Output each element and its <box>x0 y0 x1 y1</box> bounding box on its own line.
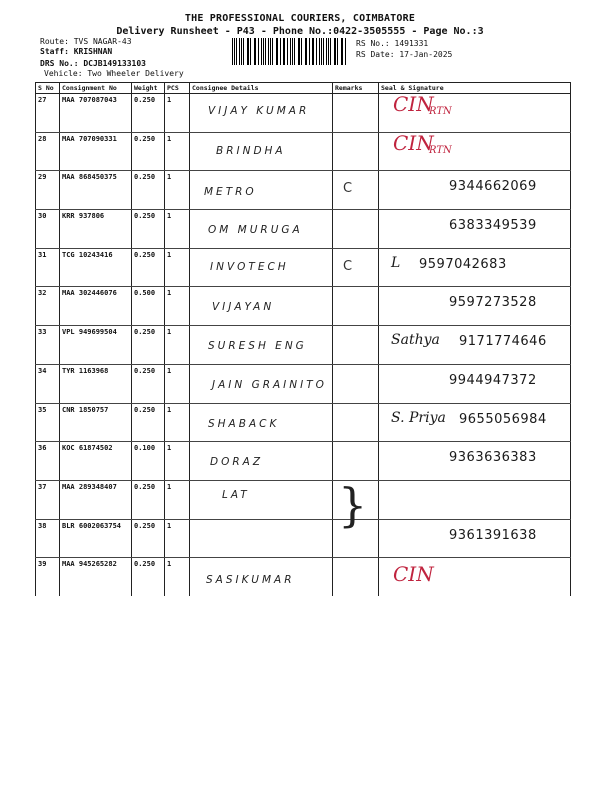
cell-remarks <box>333 132 379 171</box>
company-title: THE PROFESSIONAL COURIERS, COIMBATORE <box>184 13 416 24</box>
cell-consignment <box>60 94 132 133</box>
phone-number: 9363636383 <box>449 450 537 466</box>
cell-sno-text: 39 <box>38 560 47 569</box>
cell-pcs <box>165 480 190 519</box>
cell-sno <box>36 403 60 442</box>
cell-remarks <box>333 248 379 287</box>
cell-consignment-text: MAA 945265282 <box>62 560 117 569</box>
cell-weight-text: 0.250 <box>134 521 156 530</box>
cell-weight-text: 0.250 <box>134 96 156 104</box>
barcode-bar <box>250 38 251 65</box>
barcode-bar <box>254 38 255 65</box>
phone-number: 9655056984 <box>459 411 547 427</box>
table-row <box>36 94 571 133</box>
cell-sno-text: 28 <box>38 134 47 143</box>
cell-pcs <box>165 403 190 442</box>
barcode-bar <box>323 38 324 65</box>
consignee-handwriting: INVOTECH <box>210 260 289 273</box>
cell-consignment <box>60 442 132 481</box>
table-row <box>36 364 571 403</box>
cell-consignee <box>190 210 333 249</box>
cell-pcs-text: 1 <box>167 405 172 414</box>
cell-remarks <box>333 287 379 326</box>
cell-consignee <box>190 132 333 171</box>
cell-sno <box>36 519 60 558</box>
cell-pcs-text: 1 <box>167 289 172 298</box>
cell-sno-text: 34 <box>38 366 47 375</box>
cin-stamp: CIN <box>393 92 434 116</box>
cell-sno <box>36 210 60 249</box>
cell-signature <box>379 94 571 133</box>
cell-consignment-text: KRR 937806 <box>62 212 105 221</box>
barcode-bar <box>305 38 306 65</box>
col-sno: S No <box>36 83 60 94</box>
cell-sno <box>36 94 60 133</box>
cell-consignee <box>190 326 333 365</box>
remark-mark: C <box>343 258 353 274</box>
cell-weight <box>132 558 165 596</box>
cell-sno-text: 33 <box>38 328 47 337</box>
barcode-bar <box>239 38 240 65</box>
cell-remarks <box>333 403 379 442</box>
barcode-bar <box>301 38 302 65</box>
cell-pcs-text: 1 <box>167 482 172 491</box>
consignee-handwriting: LAT <box>222 488 250 501</box>
cell-sno <box>36 558 60 596</box>
phone-number: 9171774646 <box>459 334 547 350</box>
cell-consignment-text: MAA 302446076 <box>62 289 117 298</box>
consignee-handwriting: JAIN GRAINITO <box>212 378 327 391</box>
rs-date: RS Date: 17-Jan-2025 <box>356 50 453 59</box>
cell-weight-text: 0.500 <box>134 289 156 298</box>
cell-consignment-text: TYR 1163968 <box>62 366 109 375</box>
phone-number: 6383349539 <box>449 218 537 234</box>
cell-consignment <box>60 210 132 249</box>
consignee-handwriting: BRINDHA <box>216 144 286 157</box>
cell-sno-text: 29 <box>38 173 47 182</box>
cell-weight-text: 0.250 <box>134 366 156 375</box>
cell-pcs <box>165 287 190 326</box>
cell-pcs <box>165 210 190 249</box>
consignee-handwriting: SASIKUMAR <box>206 574 295 587</box>
barcode-bar <box>290 38 291 65</box>
barcode-bar <box>337 38 338 65</box>
cell-pcs <box>165 519 190 558</box>
cell-consignee <box>190 480 333 519</box>
cell-weight <box>132 248 165 287</box>
runsheet-table <box>35 82 571 596</box>
cell-weight <box>132 326 165 365</box>
cell-sno <box>36 287 60 326</box>
col-remarks: Remarks <box>333 83 379 94</box>
barcode-bar <box>313 38 314 65</box>
cell-pcs <box>165 132 190 171</box>
cell-pcs-text: 1 <box>167 560 172 569</box>
cell-consignee <box>190 442 333 481</box>
consignee-handwriting: METRO <box>204 186 257 199</box>
table-row <box>36 171 571 210</box>
signature-text: S. Priya <box>391 409 446 426</box>
cell-consignment <box>60 326 132 365</box>
table-row <box>36 210 571 249</box>
table-row <box>36 519 571 558</box>
cell-signature <box>379 519 571 558</box>
rs-number: RS No.: 1491331 <box>356 39 429 48</box>
cell-weight-text: 0.250 <box>134 482 156 491</box>
cell-pcs <box>165 364 190 403</box>
col-weight: Weight <box>132 83 165 94</box>
cell-weight-text: 0.250 <box>134 405 156 414</box>
cell-remarks <box>333 94 379 133</box>
remark-mark: C <box>343 181 353 197</box>
cell-sno <box>36 248 60 287</box>
cell-consignment <box>60 171 132 210</box>
cell-remarks <box>333 442 379 481</box>
cell-signature <box>379 132 571 171</box>
phone-number: 9597273528 <box>449 295 537 311</box>
consignee-handwriting: SHABACK <box>208 417 280 430</box>
cell-signature <box>379 403 571 442</box>
cell-sno <box>36 364 60 403</box>
table-row <box>36 403 571 442</box>
barcode-bar <box>280 38 281 65</box>
cell-consignee <box>190 287 333 326</box>
rtn-stamp: RTN <box>429 144 452 156</box>
cell-weight-text: 0.100 <box>134 444 156 453</box>
cell-weight <box>132 287 165 326</box>
cell-sno-text: 38 <box>38 521 47 530</box>
cell-consignment <box>60 519 132 558</box>
cell-consignment-text: MAA 289348407 <box>62 482 117 491</box>
barcode-bar <box>232 38 233 65</box>
cell-sno <box>36 171 60 210</box>
cell-consignment-text: MAA 707090331 <box>62 134 117 143</box>
consignee-handwriting: VIJAY KUMAR <box>208 105 310 117</box>
col-consignment: Consignment No <box>60 83 132 94</box>
cell-pcs-text: 1 <box>167 134 172 143</box>
cell-sno-text: 31 <box>38 250 47 259</box>
cell-weight-text: 0.250 <box>134 212 156 221</box>
table-row <box>36 132 571 171</box>
cell-weight <box>132 171 165 210</box>
cell-weight <box>132 480 165 519</box>
cell-remarks <box>333 326 379 365</box>
barcode-bar <box>241 38 242 65</box>
phone-number: 9597042683 <box>419 256 507 272</box>
cell-signature <box>379 364 571 403</box>
cell-sno-text: 27 <box>38 96 47 104</box>
cell-weight-text: 0.250 <box>134 173 156 182</box>
signature-text: Sathya <box>391 332 440 349</box>
cell-pcs <box>165 94 190 133</box>
cell-remarks <box>333 558 379 596</box>
consignee-handwriting: SURESH ENG <box>208 340 307 353</box>
table-row <box>36 558 571 596</box>
barcode-bar <box>342 38 343 65</box>
cell-pcs-text: 1 <box>167 366 172 375</box>
cell-pcs <box>165 558 190 596</box>
cell-pcs <box>165 326 190 365</box>
consignee-handwriting: VIJAYAN <box>212 301 275 314</box>
cell-weight <box>132 132 165 171</box>
cell-weight-text: 0.250 <box>134 250 156 259</box>
cell-signature <box>379 210 571 249</box>
barcode-bar <box>277 38 278 65</box>
cell-consignment <box>60 248 132 287</box>
cell-weight <box>132 210 165 249</box>
cell-weight-text: 0.250 <box>134 328 156 337</box>
barcode-bar <box>330 38 331 65</box>
cell-consignment-text: TCG 10243416 <box>62 250 113 259</box>
cell-consignment-text: MAA 707087043 <box>62 96 117 104</box>
table-row <box>36 287 571 326</box>
cell-consignment <box>60 480 132 519</box>
cell-consignment-text: BLR 6002063754 <box>62 521 122 530</box>
col-consignee: Consignee Details <box>190 83 333 94</box>
barcode-bar <box>265 38 266 65</box>
table-row <box>36 480 571 519</box>
drs-number: DRS No.: DCJB149133103 <box>40 59 146 68</box>
cell-consignment <box>60 132 132 171</box>
cell-consignment <box>60 403 132 442</box>
cell-signature <box>379 326 571 365</box>
cin-stamp: CIN <box>393 562 434 587</box>
barcode-bar <box>294 38 295 65</box>
cell-consignee <box>190 248 333 287</box>
cell-consignee <box>190 94 333 133</box>
barcode-bar <box>272 38 273 65</box>
cell-consignee <box>190 558 333 596</box>
cell-weight <box>132 403 165 442</box>
cell-pcs <box>165 248 190 287</box>
col-signature: Seal & Signature <box>379 83 571 94</box>
consignee-handwriting: OM MURUGA <box>208 224 303 237</box>
table-row <box>36 248 571 287</box>
cell-consignment <box>60 558 132 596</box>
cell-sno <box>36 442 60 481</box>
cell-consignee <box>190 364 333 403</box>
col-pcs: PCS <box>165 83 190 94</box>
cell-sno-text: 32 <box>38 289 47 298</box>
cell-signature <box>379 442 571 481</box>
cell-signature <box>379 171 571 210</box>
barcode <box>232 38 348 65</box>
cell-signature <box>379 248 571 287</box>
cell-consignee <box>190 403 333 442</box>
signature-text: L <box>391 254 401 271</box>
cell-remarks <box>333 171 379 210</box>
cell-sno-text: 36 <box>38 444 47 453</box>
cell-sno-text: 35 <box>38 405 47 414</box>
cell-weight <box>132 442 165 481</box>
cell-consignment-text: CNR 1850757 <box>62 405 109 414</box>
cell-consignee <box>190 171 333 210</box>
rtn-stamp: RTN <box>429 106 452 117</box>
cell-consignment <box>60 287 132 326</box>
barcode-bar <box>258 38 259 65</box>
cell-pcs-text: 1 <box>167 444 172 453</box>
cell-weight <box>132 94 165 133</box>
cell-pcs-text: 1 <box>167 212 172 221</box>
cell-pcs-text: 1 <box>167 328 172 337</box>
cell-pcs-text: 1 <box>167 173 172 182</box>
cell-consignment-text: MAA 868450375 <box>62 173 117 182</box>
cell-pcs <box>165 171 190 210</box>
cell-consignee <box>190 519 333 558</box>
cell-sno <box>36 326 60 365</box>
cell-signature <box>379 558 571 596</box>
cell-remarks <box>333 364 379 403</box>
route-info: Route: TVS NAGAR-43 <box>40 37 132 46</box>
brace-mark: } <box>338 478 368 532</box>
staff-info: Staff: KRISHNAN <box>40 47 113 56</box>
cell-weight-text: 0.250 <box>134 560 156 569</box>
phone-number: 9944947372 <box>449 372 537 388</box>
cell-signature <box>379 287 571 326</box>
cin-stamp: CIN <box>393 130 434 155</box>
runsheet-subtitle: Delivery Runsheet - P43 - Phone No.:0422-3505555 - Page No.:3 <box>116 26 484 37</box>
cell-pcs-text: 1 <box>167 96 172 104</box>
phone-number: 9361391638 <box>449 527 537 543</box>
phone-number: 9344662069 <box>449 179 537 195</box>
cell-signature <box>379 480 571 519</box>
cell-consignment-text: KOC 61874502 <box>62 444 113 453</box>
cell-consignment <box>60 364 132 403</box>
cell-sno-text: 37 <box>38 482 47 491</box>
table-header-row <box>36 83 571 94</box>
consignee-handwriting: DORAZ <box>210 456 264 469</box>
cell-sno-text: 30 <box>38 212 47 221</box>
vehicle-info: Vehicle: Two Wheeler Delivery <box>44 69 184 78</box>
cell-weight <box>132 519 165 558</box>
cell-pcs-text: 1 <box>167 250 172 259</box>
cell-remarks <box>333 210 379 249</box>
cell-weight-text: 0.250 <box>134 134 156 143</box>
barcode-bar <box>316 38 317 65</box>
cell-weight <box>132 364 165 403</box>
table-row <box>36 442 571 481</box>
cell-sno <box>36 480 60 519</box>
cell-sno <box>36 132 60 171</box>
cell-pcs-text: 1 <box>167 521 172 530</box>
cell-pcs <box>165 442 190 481</box>
table-row <box>36 326 571 365</box>
cell-consignment-text: VPL 949699504 <box>62 328 117 337</box>
